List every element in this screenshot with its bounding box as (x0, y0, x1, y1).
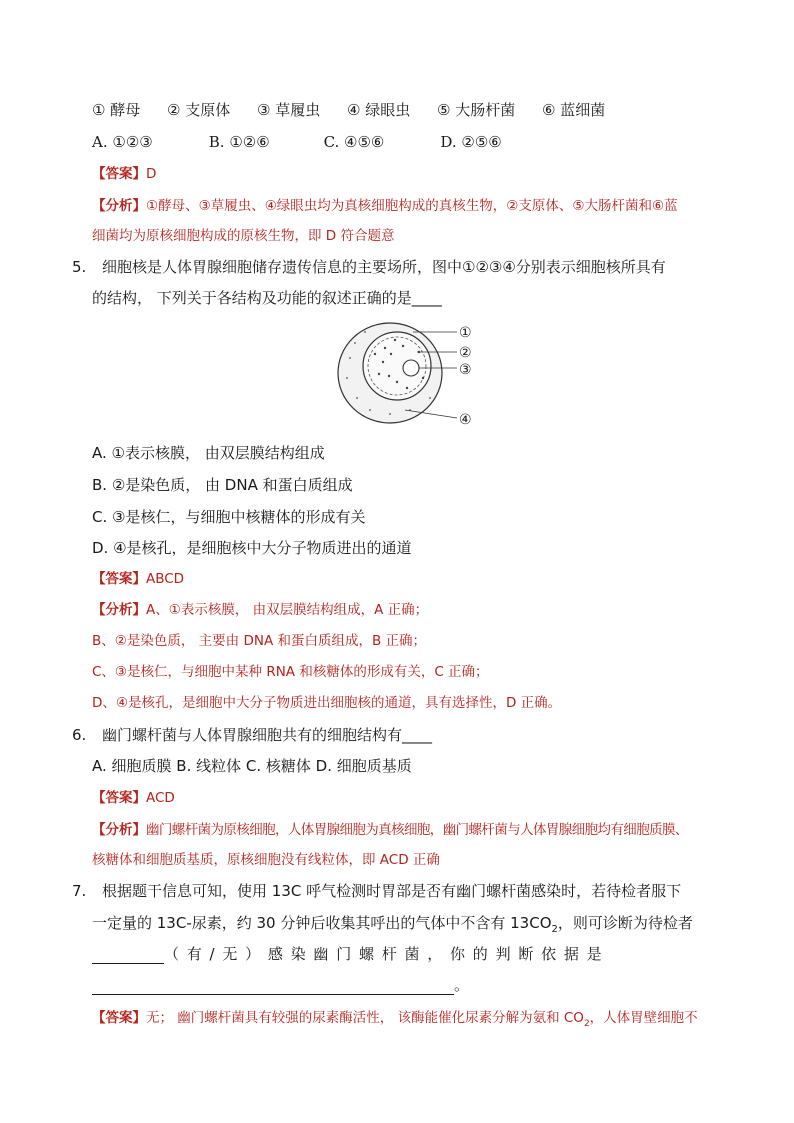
option-item: D. ②⑤⑥ (440, 133, 502, 151)
q5-option-a: A. ①表示核膜， 由双层膜结构组成 (92, 444, 325, 462)
q5-number: 5. (72, 258, 87, 276)
figure-label: ③ (459, 362, 472, 378)
q7-stem-line2 (92, 913, 693, 940)
organism-item: ② 支原体 (167, 101, 231, 119)
q4-answer (92, 163, 156, 184)
q5-analysis-b: B、②是染色质， 主要由 DNA 和蛋白质组成，B 正确； (92, 633, 427, 649)
q6-answer (92, 787, 175, 808)
q5-option-b: B. ②是染色质， 由 DNA 和蛋白质组成 (92, 476, 353, 494)
analysis-label: 【分析】 (92, 602, 146, 618)
stem-text: 一定量的 13C-尿素，约 30 分钟后收集其呼出的气体中不含有 13CO (92, 914, 552, 932)
nuclear-envelope (363, 332, 431, 400)
q7-number: 7. (72, 882, 87, 900)
figure-label: ① (459, 325, 472, 341)
analysis-label: 【分析】 (92, 198, 146, 214)
answer-text: ACD (146, 790, 175, 806)
subscript: 2 (583, 1019, 590, 1029)
q6-analysis (92, 819, 688, 840)
q5-answer (92, 568, 184, 589)
option-item: B. ①②⑥ (208, 133, 270, 151)
organism-item: ⑤ 大肠杆菌 (437, 101, 516, 119)
q6-number: 6. (72, 726, 87, 744)
subscript: 2 (551, 924, 558, 935)
reason-blank[interactable] (92, 976, 454, 995)
answer-text: ABCD (146, 571, 185, 587)
q7-stem: 根据题干信息可知，使用 13C 呼气检测时胃部是否有幽门螺杆菌感染时，若待检者服下 (102, 882, 682, 900)
analysis-label: 【分析】 (92, 822, 146, 838)
q5-stem-cont: 的结构， 下列关于各结构及功能的叙述正确的是____ (92, 289, 442, 307)
figure-label: ④ (459, 412, 472, 428)
q7-stem-line3 (92, 944, 603, 964)
q5-option-d: D. ④是核孔，是细胞核中大分子物质进出的通道 (92, 539, 412, 557)
nucleolus (403, 360, 419, 376)
analysis-text: 幽门螺杆菌为原核细胞，人体胃腺细胞为真核细胞，幽门螺杆菌与人体胃腺细胞均有细胞质膜、 (146, 822, 688, 838)
analysis-text: A、①表示核膜， 由双层膜结构组成，A 正确； (146, 602, 429, 618)
stem-text: 。 (454, 976, 470, 994)
organism-item: ③ 草履虫 (257, 101, 321, 119)
organism-item: ⑥ 蓝细菌 (542, 101, 606, 119)
q5-option-c: C. ③是核仁，与细胞中核糖体的形成有关 (92, 508, 366, 526)
q7-answer (92, 1007, 698, 1034)
q6-stem: 幽门螺杆菌与人体胃腺细胞共有的细胞结构有____ (102, 726, 433, 744)
q4-organism-list (92, 100, 627, 120)
q6-options: A. 细胞质膜 B. 线粒体 C. 核糖体 D. 细胞质基质 (92, 757, 412, 775)
answer-label: 【答案】 (92, 790, 146, 806)
q6-analysis-cont: 核糖体和细胞质基质，原核细胞没有线粒体，即 ACD 正确 (92, 852, 440, 868)
q4-analysis-cont: 细菌均为原核细胞构成的原核生物，即 D 符合题意 (92, 228, 395, 244)
q5-stem: 细胞核是人体胃腺细胞储存遗传信息的主要场所，图中①②③④分别表示细胞核所具有 (102, 258, 666, 276)
stem-text: ，则可诊断为待检者 (557, 914, 693, 932)
answer-label: 【答案】 (92, 1010, 146, 1026)
option-item: A. ①②③ (92, 133, 153, 151)
answer-label: 【答案】 (92, 166, 146, 182)
q5-analysis (92, 599, 428, 620)
q4-options (92, 132, 502, 152)
q4-analysis (92, 195, 678, 216)
answer-blank[interactable] (92, 945, 164, 964)
q5-analysis-c: C、③是核仁，与细胞中某种 RNA 和核糖体的形成有关，C 正确； (92, 664, 489, 680)
q5-analysis-d: D、④是核孔，是细胞中大分子物质进出细胞核的通道，具有选择性，D 正确。 (92, 695, 562, 711)
figure-label: ② (459, 345, 472, 361)
stem-text: （ 有 / 无 ） 感 染 幽 门 螺 杆 菌 ， 你 的 判 断 依 据 是 (164, 945, 604, 963)
organism-item: ① 酵母 (92, 101, 141, 119)
answer-text: 无； 幽门螺杆菌具有较强的尿素酶活性， 该酶能催化尿素分解为氨和 CO (146, 1010, 584, 1026)
answer-label: 【答案】 (92, 571, 146, 587)
q7-stem-line4 (92, 975, 469, 995)
nucleus-diagram (335, 318, 485, 428)
answer-text: D (146, 166, 157, 182)
option-item: C. ④⑤⑥ (323, 133, 385, 151)
analysis-text: ①酵母、③草履虫、④绿眼虫均为真核细胞构成的真核生物，②支原体、⑤大肠杆菌和⑥蓝 (146, 198, 678, 214)
organism-item: ④ 绿眼虫 (347, 101, 411, 119)
answer-text: ，人体胃壁细胞不 (589, 1010, 698, 1026)
